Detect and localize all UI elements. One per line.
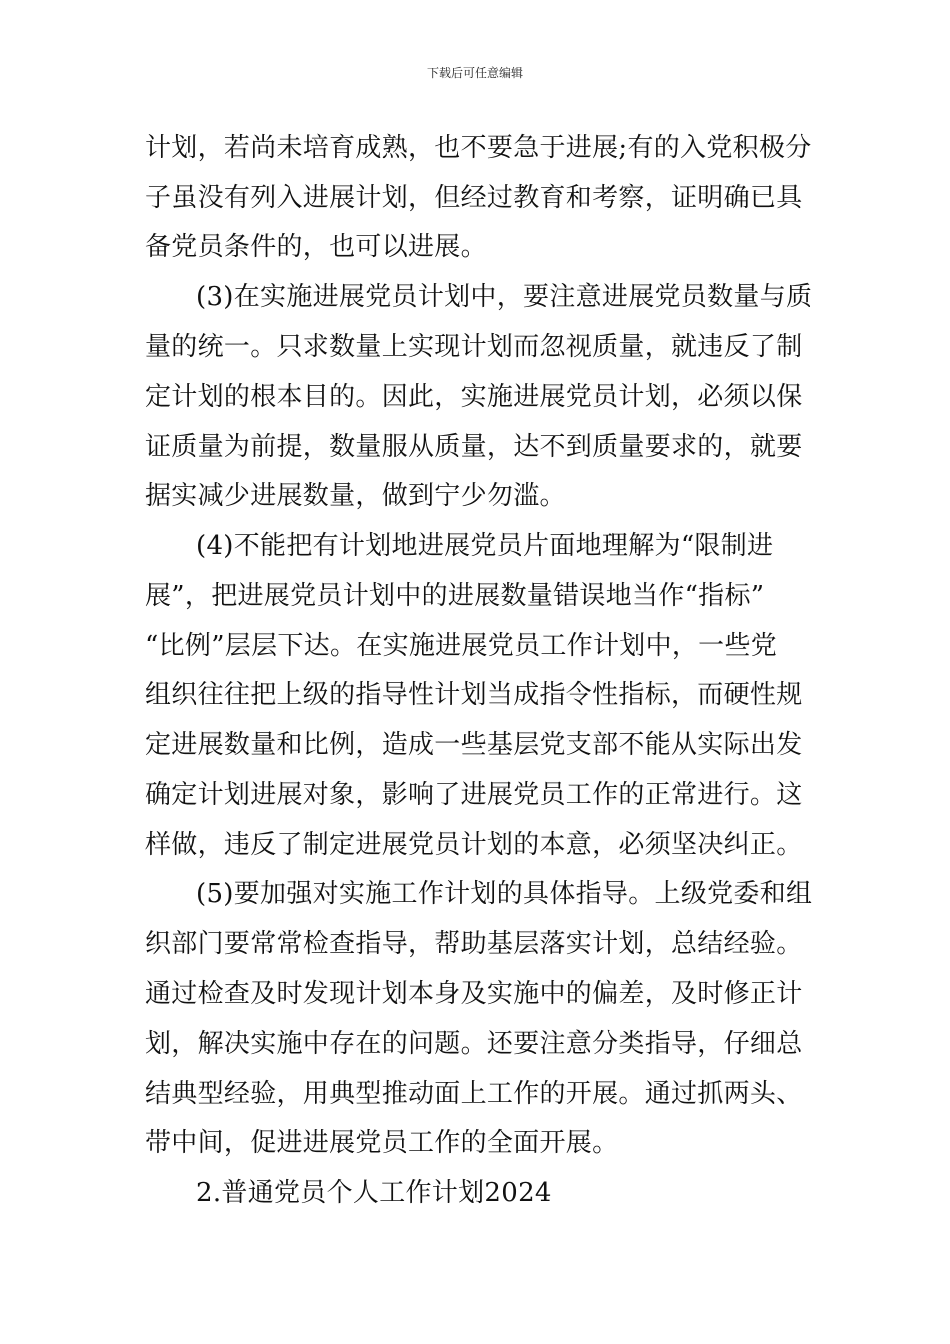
text-line: 带中间，促进进展党员工作的全面开展。: [145, 1128, 619, 1158]
section-heading: 2.普通党员个人工作计划2024: [196, 1178, 552, 1208]
text-line: “比例”层层下达。在实施进展党员工作计划中，一些党: [145, 631, 778, 661]
text-line: 量的统一。只求数量上实现计划而忽视质量，就违反了制: [145, 332, 803, 362]
text-line: 结典型经验，用典型推动面上工作的开展。通过抓两头、: [145, 1079, 803, 1109]
text-line: 样做，违反了制定进展党员计划的本意，必须坚决纠正。: [145, 830, 803, 860]
text-line: 确定计划进展对象，影响了进展党员工作的正常进行。这: [145, 780, 803, 810]
text-line: 子虽没有列入进展计划，但经过教育和考察，证明确已具: [145, 183, 803, 213]
text-line: 展”，把进展党员计划中的进展数量错误地当作“指标”: [145, 581, 765, 611]
paragraph-5-start: (5)要加强对实施工作计划的具体指导。上级党委和组: [196, 879, 813, 909]
text-line: 据实减少进展数量，做到宁少勿滥。: [145, 481, 566, 511]
text-line: 通过检查及时发现计划本身及实施中的偏差，及时修正计: [145, 979, 803, 1009]
text-line: 定进展数量和比例，造成一些基层党支部不能从实际出发: [145, 730, 803, 760]
paragraph-3-start: (3)在实施进展党员计划中，要注意进展党员数量与质: [196, 282, 813, 312]
text-line: 备党员条件的，也可以进展。: [145, 232, 487, 262]
page-header: 下载后可任意编辑: [426, 66, 523, 80]
text-line: 计划，若尚未培育成熟，也不要急于进展;有的入党积极分: [145, 133, 812, 163]
paragraph-4-start: (4)不能把有计划地进展党员片面地理解为“限制进: [196, 531, 774, 561]
text-line: 组织往往把上级的指导性计划当成指令性指标，而硬性规: [145, 680, 803, 710]
text-line: 织部门要常常检查指导，帮助基层落实计划，总结经验。: [145, 929, 803, 959]
text-line: 划，解决实施中存在的问题。还要注意分类指导，仔细总: [145, 1029, 803, 1059]
text-line: 证质量为前提，数量服从质量，达不到质量要求的，就要: [145, 432, 803, 462]
text-line: 定计划的根本目的。因此，实施进展党员计划，必须以保: [145, 382, 803, 412]
